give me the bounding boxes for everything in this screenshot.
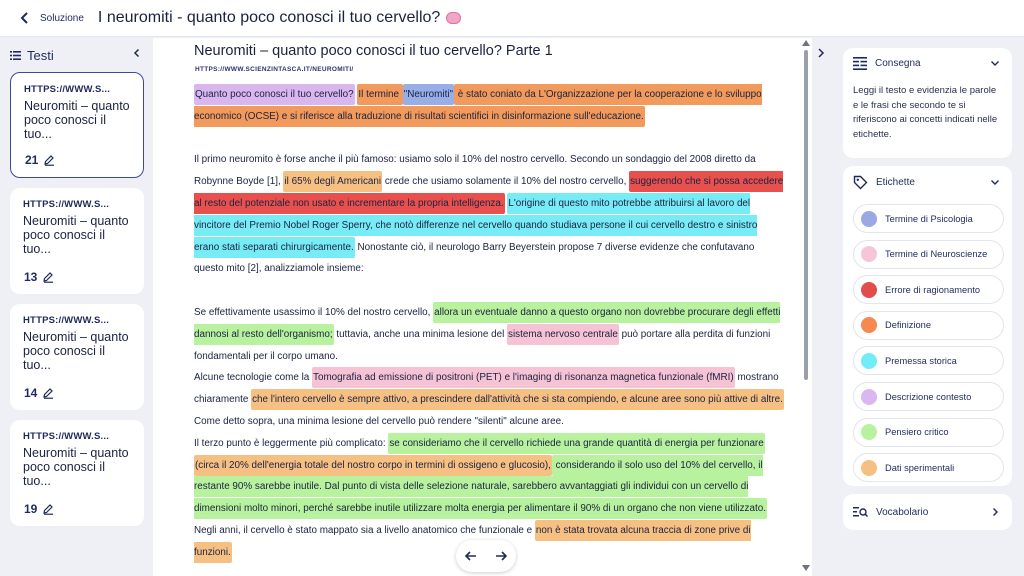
- sidebar-header: [0, 38, 152, 72]
- list-icon: [10, 51, 21, 60]
- label-text: Definizione: [885, 320, 931, 331]
- label-item[interactable]: [853, 418, 1004, 447]
- text-card-4[interactable]: [10, 420, 144, 526]
- label-text: Descrizione contesto: [885, 391, 972, 402]
- scroll-down-icon[interactable]: [802, 565, 810, 571]
- consegna-header[interactable]: [843, 48, 1012, 78]
- label-text: Termine di Psicologia: [885, 213, 973, 224]
- article-body[interactable]: [194, 84, 784, 564]
- texts-sidebar: [0, 38, 152, 576]
- label-item[interactable]: [853, 382, 1004, 411]
- chevron-right-icon[interactable]: [815, 46, 827, 60]
- article-panel: [153, 38, 812, 576]
- article-title: Neuromiti – quanto poco conosci il tuo cervello? Parte 1: [194, 43, 553, 59]
- label-item[interactable]: [853, 346, 1004, 375]
- text-segment: Se effettivamente usassimo il 10% del nostro cervello,: [194, 306, 434, 318]
- label-color-dot: [861, 424, 877, 440]
- label-item[interactable]: [853, 204, 1004, 233]
- label-item[interactable]: [853, 453, 1004, 482]
- highlight-green[interactable]: allora un eventuale danno a questo organo non dovrebbe procurare degli effetti dannosi al resto dell'organismo;: [194, 302, 780, 345]
- article-paragraph: [194, 149, 784, 280]
- highlight-blue[interactable]: "Neuromiti": [403, 84, 454, 105]
- paragraph-spacer: [194, 128, 784, 150]
- text-align-icon: [853, 57, 867, 70]
- label-color-dot: [861, 353, 877, 369]
- back-label: Soluzione: [40, 12, 84, 24]
- card-count: 21: [25, 153, 39, 167]
- label-text: Errore di ragionamento: [885, 284, 981, 295]
- text-segment: crede che usiamo solamente il 10% del nostro cervello,: [382, 176, 630, 188]
- pencil-icon: [42, 387, 54, 399]
- search-list-icon: [853, 506, 868, 519]
- etichette-header[interactable]: [843, 166, 1012, 198]
- arrow-left-icon[interactable]: [464, 549, 478, 563]
- scroll-up-icon[interactable]: [802, 40, 810, 46]
- card-title: Neuromiti – quanto poco conosci il tuo...: [23, 446, 129, 488]
- text-segment: Il primo neuromito è forse anche il più famoso: usiamo solo il 10% del nostro cervello. Secondo un sondaggio del 2008 diretto da Robynne Boyde [1],: [194, 154, 756, 188]
- text-segment: Come detto sopra, una minima lesione del cervello può rendere "silenti" alcune aree.: [194, 415, 564, 427]
- text-segment: Alcune tecnologie come la: [194, 372, 313, 384]
- chevron-down-icon[interactable]: [990, 58, 1000, 68]
- card-count: 19: [24, 502, 38, 516]
- label-item[interactable]: [853, 275, 1004, 304]
- highlight-peach[interactable]: non è stata trovata alcuna traccia di zone prive di funzioni.: [194, 520, 751, 563]
- text-card-2[interactable]: [10, 188, 144, 294]
- highlight-peach[interactable]: (circa il 20% dell'energia totale del nostro corpo in termini di ossigeno e glucosio),: [194, 455, 552, 476]
- article-paragraph: [194, 84, 784, 128]
- label-color-dot: [861, 211, 877, 227]
- label-color-dot: [861, 282, 877, 298]
- card-title: Neuromiti – quanto poco conosci il tuo...: [24, 99, 130, 141]
- label-text: Pensiero critico: [885, 427, 949, 438]
- label-color-dot: [861, 317, 877, 333]
- text-segment: Negli anni, il cervello è stato mappato sia a livello anatomico che funzionale e: [194, 524, 535, 536]
- pencil-icon: [42, 503, 54, 515]
- brain-icon: [446, 12, 461, 24]
- text-segment: Nonostante ciò, il neurologo Barry Beyerstein propose 7 diverse evidenze che confutavano questo mito [2], analizziamole insieme:: [194, 241, 755, 275]
- text-segment: mostrano chiaramente: [194, 372, 779, 406]
- consegna-panel: [843, 48, 1012, 158]
- vocabolario-panel[interactable]: [843, 494, 1012, 530]
- back-button[interactable]: [18, 11, 84, 25]
- text-segment: tuttavia, anche una minima lesione del: [333, 328, 508, 340]
- card-title: Neuromiti – quanto poco conosci il tuo...: [23, 214, 129, 256]
- highlight-pink[interactable]: sistema nervoso centrale: [507, 324, 619, 345]
- card-title: Neuromiti – quanto poco conosci il tuo...: [23, 330, 129, 372]
- page-title: I neuromiti - quanto poco conosci il tuo cervello?: [98, 9, 461, 27]
- card-count: 14: [24, 386, 38, 400]
- card-count: 13: [24, 270, 38, 284]
- page-navigation: [456, 540, 516, 572]
- highlight-green[interactable]: se consideriamo che il cervello richiede una grande quantità di energia per funzionare: [388, 433, 764, 454]
- label-color-dot: [861, 246, 877, 262]
- pencil-icon: [42, 271, 54, 283]
- arrow-right-icon[interactable]: [494, 549, 508, 563]
- highlight-peach[interactable]: che l'intero cervello è sempre attivo, a prescindere dall'attività che si sta compiendo, e alcune aree sono più attive di altre.: [251, 389, 784, 410]
- label-item[interactable]: [853, 240, 1004, 269]
- consegna-title: Consegna: [875, 57, 921, 69]
- pencil-icon: [43, 154, 55, 166]
- etichette-panel: [843, 166, 1012, 486]
- highlight-orange[interactable]: Il termine: [357, 84, 402, 105]
- card-url: HTTPS://WWW.S...: [24, 84, 111, 95]
- text-card-3[interactable]: [10, 304, 144, 410]
- article-paragraph: [194, 433, 784, 520]
- card-url: HTTPS://WWW.S...: [23, 199, 110, 210]
- label-text: Premessa storica: [885, 355, 957, 366]
- collapse-sidebar-icon[interactable]: [132, 48, 142, 58]
- text-card-1[interactable]: [10, 72, 144, 178]
- highlight-green[interactable]: considerando il solo uso del 10% del cervello, il restante 90% sarebbe inutile. Dal punto di vista delle selezione naturale, sarebbero avvantaggiati gli individui con un cervello di dimensioni molto minori, perché sarebbe inutile utilizzare molta energia per alimentare il 90% di un organo che non viene utilizzato.: [194, 455, 767, 520]
- card-url: HTTPS://WWW.S...: [23, 315, 110, 326]
- text-segment: Il terzo punto è leggermente più complicato:: [194, 437, 389, 449]
- highlight-peach[interactable]: il 65% degli Americani: [283, 171, 382, 192]
- text-segment: può portare alla perdita di funzioni fondamentali per il corpo umano.: [194, 328, 771, 362]
- etichette-title: Etichette: [876, 176, 915, 188]
- vocabolario-header[interactable]: [843, 494, 1012, 530]
- tag-icon: [853, 175, 868, 190]
- article-url[interactable]: HTTPS://WWW.SCIENZINTASCA.IT/NEUROMITI/: [195, 66, 354, 73]
- highlight-pink[interactable]: Tomografia ad emissione di positroni (PET) e l'imaging di risonanza magnetica funzionale (fMRI): [312, 367, 735, 388]
- highlight-red[interactable]: suggerendo che si possa accedere al resto del potenziale non usato e incrementare la propria intelligenza.: [194, 171, 783, 214]
- label-color-dot: [861, 460, 877, 476]
- paragraph-spacer: [194, 280, 784, 302]
- chevron-down-icon[interactable]: [990, 177, 1000, 187]
- chevron-left-icon: [18, 11, 32, 25]
- label-color-dot: [861, 389, 877, 405]
- label-item[interactable]: [853, 311, 1004, 340]
- article-paragraph: [194, 302, 784, 367]
- card-url: HTTPS://WWW.S...: [23, 431, 110, 442]
- label-text: Dati sperimentali: [885, 462, 955, 473]
- top-bar: [0, 0, 1024, 37]
- article-paragraph: [194, 367, 784, 432]
- highlight-orange[interactable]: è stato coniato da L'Organizzazione per la cooperazione e lo sviluppo economico (OCSE) e si riferisce alla traduzione di risultati scientifici in disinformazione sull'educazione.: [194, 84, 762, 127]
- sidebar-title: Testi: [27, 47, 54, 63]
- highlight-cyan[interactable]: L'origine di questo mito potrebbe attribuirsi al lavoro del vincitore del Premio Nobel Roger Sperry, che notò differenze nel cervello quando studiava persone il cui cervello destro e sinistro erano stati separati chirurgicamente.: [194, 193, 757, 258]
- scrollbar-thumb[interactable]: [804, 50, 808, 380]
- vocabolario-title: Vocabolario: [876, 506, 929, 518]
- highlight-purple[interactable]: Quanto poco conosci il tuo cervello?: [194, 84, 355, 105]
- chevron-right-icon[interactable]: [990, 507, 1000, 517]
- label-text: Termine di Neuroscienze: [885, 249, 988, 260]
- consegna-text: Leggi il testo e evidenzia le parole e le frasi che secondo te si riferiscono ai concetti indicati nelle etichette.: [853, 85, 998, 140]
